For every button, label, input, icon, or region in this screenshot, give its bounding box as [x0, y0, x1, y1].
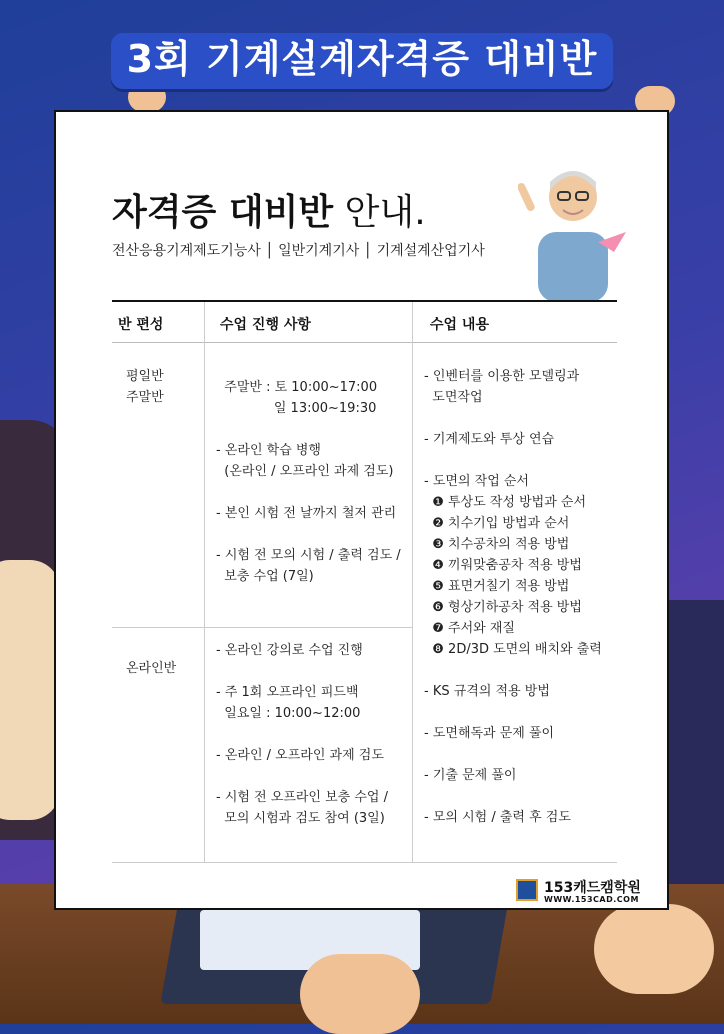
certificate-list: 전산응용기계제도기능사 │ 일반기계기사 │ 기계설계산업기사 — [112, 243, 485, 259]
content-cell: - 인벤터를 이용한 모델링과 도면작업 - 기계제도와 투상 연습 - 도면의 작업 순서 ❶ 투상도 작성 방법과 순서 ❷ 치수기입 방법과 순서 ❸ 치수공차의 적용 방법 ❹ 끼워맞춤공차 적용 방법 ❺ 표면거칠기 적용 방법 ❻ 형상기하공차 적용 방법 ❼ 주서와 재질 ❽ 2D/3D 도면의 배치와 출력 - KS 규격의 적용 방법 - 도면해독과 문제 풀이 - 기출 문제 풀이 - 모의 시험 / 출력 후 검도 — [424, 369, 602, 825]
info-card — [54, 110, 669, 910]
banner-title: 3회 기계설계자격증 대비반 — [111, 33, 614, 89]
header-class: 반 편성 — [118, 317, 164, 333]
class-name: 온라인반 — [126, 661, 177, 676]
header-content: 수업 내용 — [430, 317, 489, 333]
schedule-table — [112, 300, 617, 343]
background-hand — [594, 904, 714, 994]
academy-logo — [516, 877, 666, 907]
title-bold: 자격증 대비반 — [112, 192, 334, 233]
progress-cell: 주말반 : 토 10:00~17:00 일 13:00~19:30 - 온라인 학습 병행 (온라인 / 오프라인 과제 검도) - 본인 시험 전 날까지 철저 관리 - 시험 전 모의 시험 / 출력 검도 / 보충 수업 (7일) — [216, 380, 401, 584]
background-sweater — [0, 560, 60, 820]
class-name: 평일반 주말반 — [126, 369, 164, 405]
table-divider — [204, 302, 205, 862]
table-header — [112, 300, 617, 343]
progress-cell: - 온라인 강의로 수업 진행 - 주 1회 오프라인 피드백 일요일 : 10:00~12:00 - 온라인 / 오프라인 과제 검도 - 시험 전 오프라인 보충 수업 / 모의 시험과 검도 참여 (3일) — [216, 643, 389, 826]
table-divider — [412, 302, 413, 862]
page-title — [112, 184, 426, 235]
page-banner — [0, 28, 724, 83]
instructor-illustration — [518, 152, 628, 302]
background-panel — [664, 600, 724, 900]
logo-url: WWW.153CAD.COM — [544, 895, 639, 904]
table-divider — [112, 862, 617, 863]
logo-name: 153캐드캠학원 — [544, 880, 641, 896]
title-light: 안내. — [333, 192, 426, 233]
logo-icon — [516, 879, 538, 901]
background-hand — [300, 954, 420, 1034]
header-progress: 수업 진행 사항 — [220, 317, 311, 333]
table-divider — [112, 627, 412, 628]
